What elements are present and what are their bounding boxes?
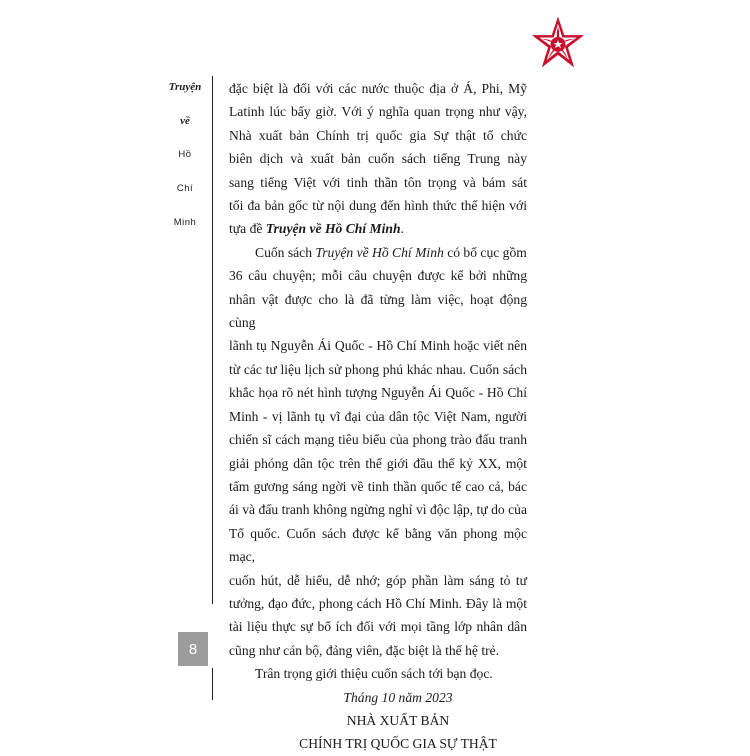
text-line: từ các tư liệu lịch sử phong phú khác nhau. Cuốn sách <box>229 361 527 377</box>
text-line: giải phóng dân tộc trên thế giới đầu thế kỷ XX, một <box>229 455 527 471</box>
margin-rule-bottom <box>212 668 213 700</box>
text-line: tài liệu thực sự bổ ích đối với mọi tầng lớp nhân dân <box>229 619 527 635</box>
closing-line: Trân trọng giới thiệu cuốn sách tới bạn đọc. <box>255 666 493 682</box>
book-title: Truyện về Hồ Chí Minh <box>265 221 401 237</box>
text-line: tối đa bản gốc từ nội dung đến hình thức thể hiện với <box>229 198 527 214</box>
text-line: lãnh tụ Nguyễn Ái Quốc - Hồ Chí Minh hoặc viết nên <box>229 338 527 354</box>
text-fragment: . <box>400 221 404 237</box>
text-line: tấm gương sáng ngời về tinh thần quốc tế cao cả, bác <box>229 478 527 494</box>
text-fragment: có bố cục gồm <box>443 244 527 260</box>
running-title-line: Truyện <box>168 81 202 93</box>
text-line: ái và đấu tranh không ngừng nghỉ vì độc lập, tự do của <box>229 502 527 518</box>
text-line: sang tiếng Việt với tinh thần tôn trọng và bám sát <box>229 174 527 190</box>
margin-rule <box>212 76 213 604</box>
text-line: khắc họa rõ nét hình tượng Nguyễn Ái Quốc - Hồ Chí <box>229 385 527 401</box>
body-text <box>229 77 527 756</box>
text-line <box>229 217 527 240</box>
running-title-line: Minh <box>173 217 197 228</box>
text-line: cuốn hút, dễ hiểu, dễ nhớ; góp phần làm sáng tỏ tư <box>229 572 527 588</box>
text-line: 36 câu chuyện; mỗi câu chuyện được kể bởi những <box>229 268 527 284</box>
text-line: cũng như cán bộ, đảng viên, đặc biệt là thế hệ trẻ. <box>229 642 500 658</box>
text-line: Tổ quốc. Cuốn sách được kể bằng văn phong mộc mạc, <box>229 525 527 565</box>
text-line: đặc biệt là đối với các nước thuộc địa ở Á, Phi, Mỹ <box>229 81 527 96</box>
signature-publisher-name: CHÍNH TRỊ QUỐC GIA SỰ THẬT <box>299 736 497 752</box>
text-fragment: tựa đề <box>229 221 266 237</box>
text-line: nhân vật được cho là đã từng làm việc, hoạt động cùng <box>229 291 527 331</box>
page-number: 8 <box>178 632 208 666</box>
text-line <box>229 241 527 264</box>
text-fragment: Cuốn sách <box>255 244 316 260</box>
text-line: biên dịch và xuất bản cuốn sách tiếng Trung này <box>229 151 527 167</box>
text-line: Nhà xuất bản Chính trị quốc gia Sự thật tổ chức <box>229 127 527 143</box>
running-title-line: Hồ <box>178 149 192 160</box>
running-title-line: về <box>180 115 190 127</box>
text-line: Latinh lúc bấy giờ. Với ý nghĩa quan trọng như vậy, <box>229 104 527 120</box>
running-title <box>162 70 208 240</box>
signature-publisher: NHÀ XUẤT BẢN <box>346 712 450 728</box>
signature-date: Tháng 10 năm 2023 <box>343 689 453 705</box>
publisher-logo-icon <box>527 14 589 76</box>
book-title: Truyện về Hồ Chí Minh <box>315 244 444 260</box>
running-title-line: Chí <box>176 183 194 194</box>
text-line: tưởng, đạo đức, phong cách Hồ Chí Minh. Đây là một <box>229 595 527 611</box>
text-line: chiến sĩ cách mạng tiêu biểu của phong trào đấu tranh <box>229 432 527 448</box>
text-line: Minh - vị lãnh tụ vĩ đại của dân tộc Việt Nam, người <box>229 408 527 424</box>
